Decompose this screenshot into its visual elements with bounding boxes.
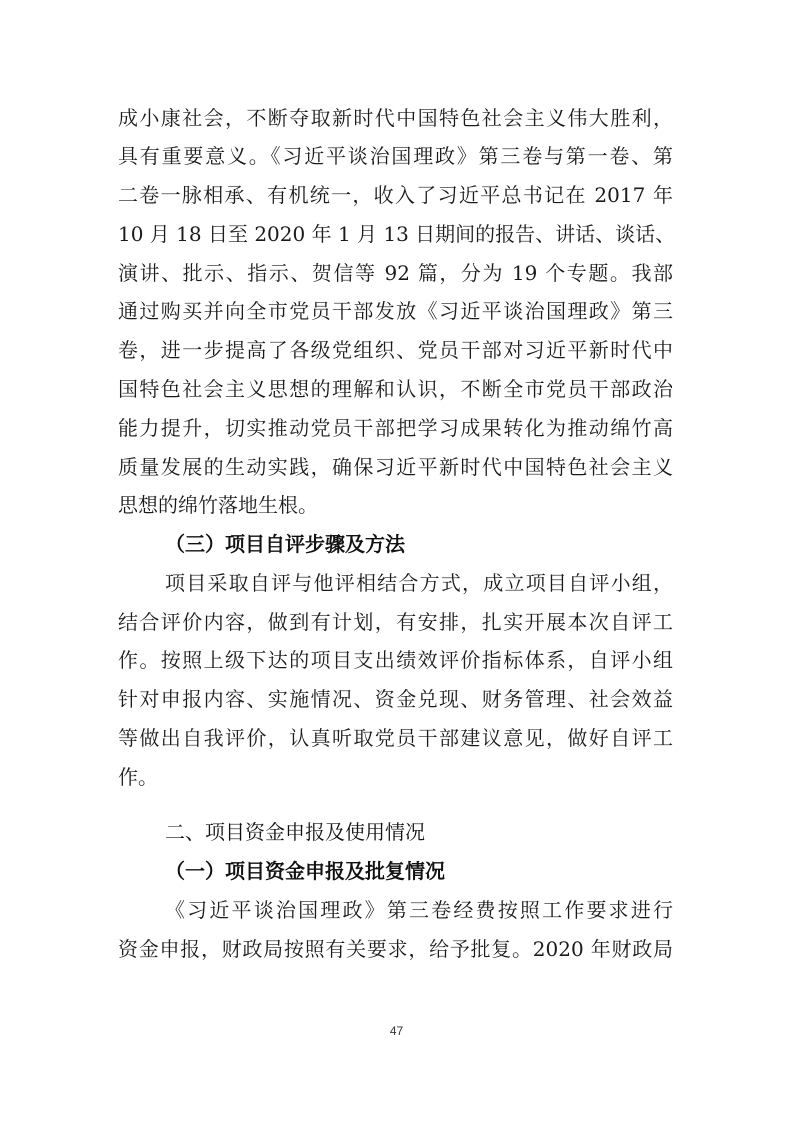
paragraph-line: 针对申报内容、实施情况、资金兑现、财务管理、社会效益 <box>118 687 673 711</box>
subsection-heading-1: （一）项目资金申报及批复情况 <box>165 859 445 883</box>
paragraph-line: 作。 <box>118 765 158 789</box>
paragraph-line: 国特色社会主义思想的理解和认识，不断全市党员干部政治 <box>118 377 673 401</box>
paragraph-line: 结合评价内容，做到有计划，有安排，扎实开展本次自评工 <box>118 610 673 634</box>
paragraph-line: 等做出自我评价，认真听取党员干部建议意见，做好自评工 <box>118 726 673 750</box>
paragraph-line: 能力提升，切实推动党员干部把学习成果转化为推动绵竹高 <box>118 416 673 440</box>
paragraph-line: 二卷一脉相承、有机统一，收入了习近平总书记在 2017 年 <box>118 183 673 207</box>
paragraph-line: 资金申报，财政局按照有关要求，给予批复。2020 年财政局 <box>118 937 673 961</box>
paragraph-line: 项目采取自评与他评相结合方式，成立项目自评小组， <box>165 571 673 595</box>
paragraph-line: 演讲、批示、指示、贺信等 92 篇，分为 19 个专题。我部 <box>118 261 673 285</box>
paragraph-line: 通过购买并向全市党员干部发放《习近平谈治国理政》第三 <box>118 299 673 323</box>
section-heading-2: 二、项目资金申报及使用情况 <box>165 820 425 844</box>
section-heading-3: （三）项目自评步骤及方法 <box>165 532 405 556</box>
paragraph-line: 具有重要意义。《习近平谈治国理政》第三卷与第一卷、第 <box>118 144 673 168</box>
paragraph-line: 10 月 18 日至 2020 年 1 月 13 日期间的报告、讲话、谈话、 <box>118 222 676 246</box>
paragraph-line: 《习近平谈治国理政》第三卷经费按照工作要求进行 <box>165 898 673 922</box>
paragraph-line: 思想的绵竹落地生根。 <box>118 493 318 517</box>
paragraph-line: 成小康社会，不断夺取新时代中国特色社会主义伟大胜利， <box>118 106 673 130</box>
paragraph-line: 作。按照上级下达的项目支出绩效评价指标体系，自评小组 <box>118 648 673 672</box>
page-number: 47 <box>389 1024 404 1038</box>
paragraph-line: 质量发展的生动实践，确保习近平新时代中国特色社会主义 <box>118 455 673 479</box>
paragraph-line: 卷，进一步提高了各级党组织、党员干部对习近平新时代中 <box>118 338 673 362</box>
